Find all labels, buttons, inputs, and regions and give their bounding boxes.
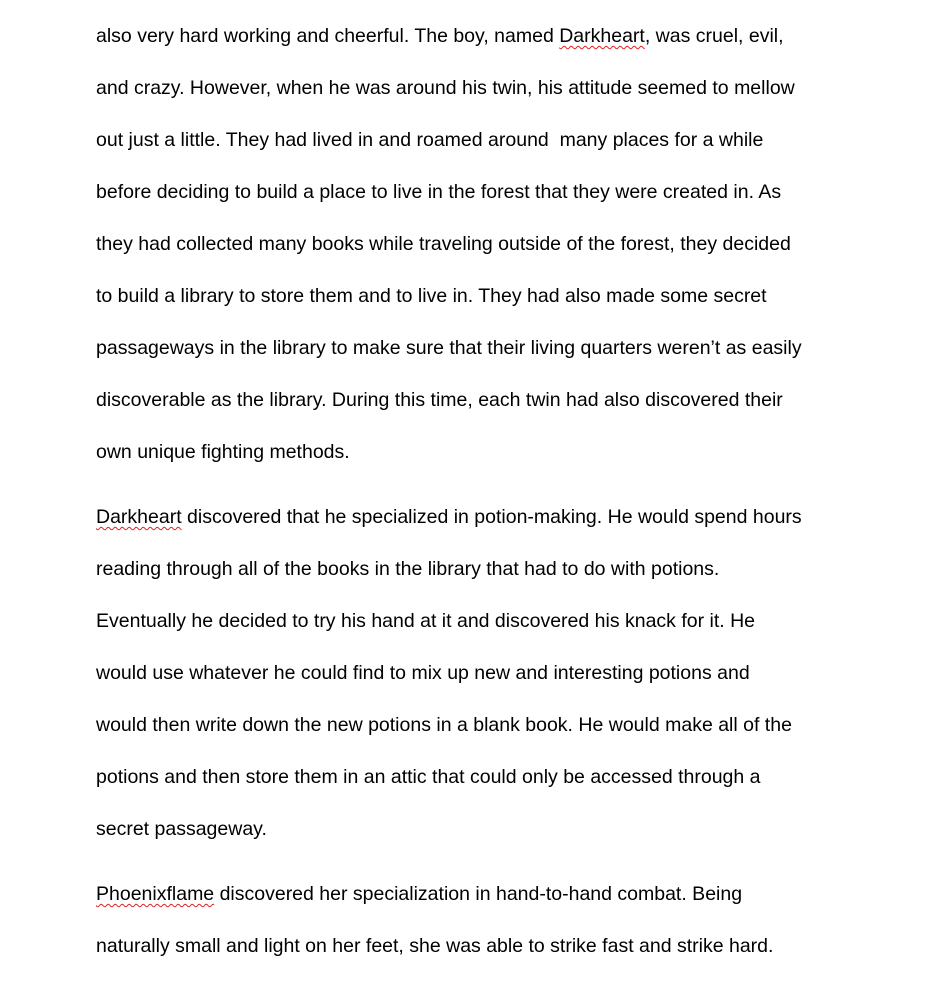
text-run: , was cruel, evil, (644, 25, 784, 47)
text-line (96, 817, 267, 841)
text-run: own unique fighting methods. (96, 441, 350, 463)
text-run: out just a little. They had lived in and roamed around many places for a while (96, 129, 764, 151)
text-line (96, 661, 750, 685)
text-run: naturally small and light on her feet, she was able to strike fast and strike hard. (96, 935, 774, 957)
text-line (96, 128, 763, 152)
text-run: before deciding to build a place to live in the forest that they were created in. As (96, 181, 782, 203)
text-line (96, 934, 773, 958)
text-line (96, 76, 795, 100)
text-line (96, 336, 802, 360)
text-line (96, 440, 350, 464)
text-run: reading through all of the books in the library that had to do with potions. (96, 558, 720, 580)
spelling-flagged-word: Phoenixflame (96, 883, 215, 905)
text-run: Eventually he decided to try his hand at it and discovered his knack for it. He (96, 610, 756, 632)
text-line (96, 609, 755, 633)
text-line (96, 388, 783, 412)
text-run: discoverable as the library. During this time, each twin had also discovered their (96, 389, 783, 411)
text-line (96, 180, 781, 204)
text-run: they had collected many books while traveling outside of the forest, they decided (96, 233, 791, 255)
text-run: to build a library to store them and to live in. They had also made some secret (96, 285, 767, 307)
text-run: passageways in the library to make sure that their living quarters weren’t as easily (96, 337, 802, 359)
spelling-flagged-word: Darkheart (96, 506, 182, 528)
text-line (96, 505, 802, 529)
text-run: secret passageway. (96, 818, 267, 840)
text-line (96, 284, 767, 308)
text-line (96, 713, 792, 737)
text-line (96, 765, 761, 789)
text-line (96, 882, 742, 906)
text-run: discovered her specialization in hand-to-hand combat. Being (214, 883, 743, 905)
text-run: also very hard working and cheerful. The boy, named (96, 25, 560, 47)
text-run: potions and then store them in an attic that could only be accessed through a (96, 766, 761, 788)
spelling-flagged-word: Darkheart (559, 25, 645, 47)
text-run: would then write down the new potions in a blank book. He would make all of the (96, 714, 792, 736)
text-line (96, 24, 784, 48)
text-run: discovered that he specialized in potion-making. He would spend hours (181, 506, 802, 528)
text-run: would use whatever he could find to mix up new and interesting potions and (96, 662, 750, 684)
text-line (96, 232, 791, 256)
text-line (96, 557, 719, 581)
text-run: and crazy. However, when he was around his twin, his attitude seemed to mellow (96, 77, 795, 99)
